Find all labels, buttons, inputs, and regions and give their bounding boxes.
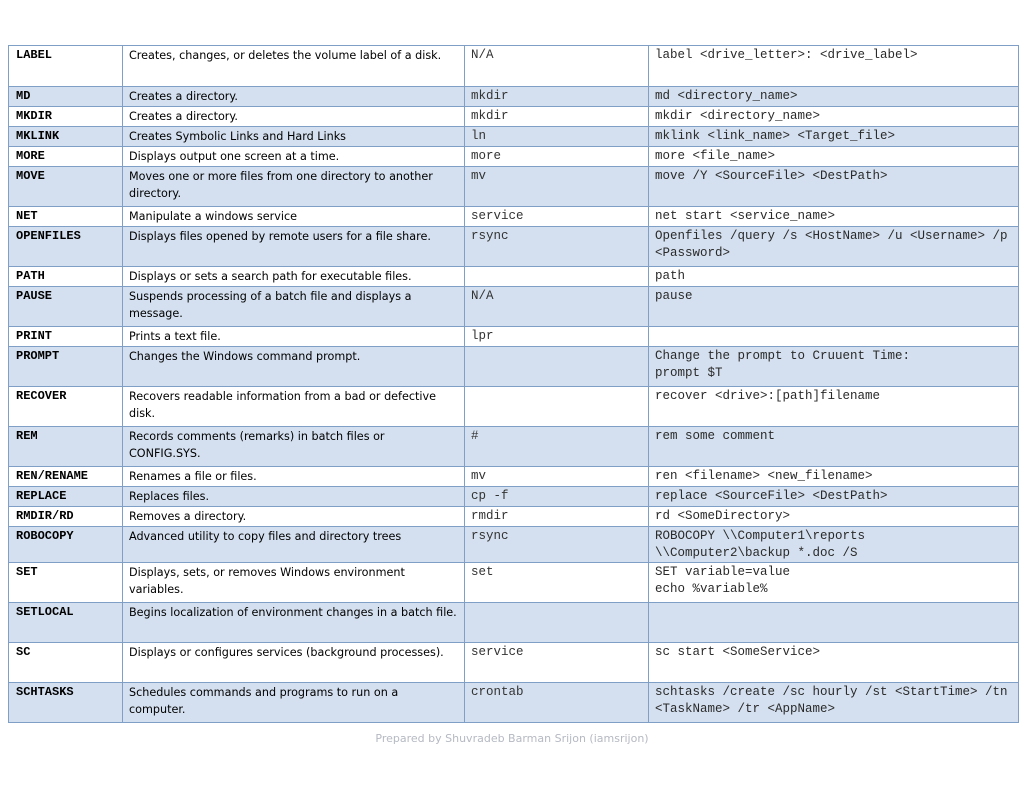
command-description: Recovers readable information from a bad or defective disk. xyxy=(123,387,465,427)
command-example: recover <drive>:[path]filename xyxy=(649,387,1019,427)
command-name: RECOVER xyxy=(9,387,123,427)
command-name: MORE xyxy=(9,147,123,167)
linux-equivalent: service xyxy=(465,207,649,227)
command-example: mkdir <directory_name> xyxy=(649,107,1019,127)
table-row xyxy=(9,467,1019,487)
table-row xyxy=(9,287,1019,327)
linux-equivalent: ln xyxy=(465,127,649,147)
command-table-body xyxy=(9,46,1019,723)
command-example: Change the prompt to Cruuent Time: prompt $T xyxy=(649,347,1019,387)
linux-equivalent: service xyxy=(465,643,649,683)
linux-equivalent: mv xyxy=(465,467,649,487)
command-description: Moves one or more files from one directory to another directory. xyxy=(123,167,465,207)
table-row xyxy=(9,207,1019,227)
table-row xyxy=(9,107,1019,127)
table-row xyxy=(9,427,1019,467)
command-example: pause xyxy=(649,287,1019,327)
command-example: schtasks /create /sc hourly /st <StartTime> /tn <TaskName> /tr <AppName> xyxy=(649,683,1019,723)
command-description: Displays, sets, or removes Windows environment variables. xyxy=(123,563,465,603)
linux-equivalent: N/A xyxy=(465,287,649,327)
command-name: RMDIR/RD xyxy=(9,507,123,527)
table-row xyxy=(9,227,1019,267)
command-name: OPENFILES xyxy=(9,227,123,267)
command-description: Displays or configures services (background processes). xyxy=(123,643,465,683)
command-example: SET variable=value echo %variable% xyxy=(649,563,1019,603)
command-name: SC xyxy=(9,643,123,683)
linux-equivalent: rmdir xyxy=(465,507,649,527)
linux-equivalent xyxy=(465,603,649,643)
command-example: rd <SomeDirectory> xyxy=(649,507,1019,527)
command-example: sc start <SomeService> xyxy=(649,643,1019,683)
linux-equivalent xyxy=(465,387,649,427)
linux-equivalent: more xyxy=(465,147,649,167)
command-description: Prints a text file. xyxy=(123,327,465,347)
linux-equivalent: mkdir xyxy=(465,107,649,127)
table-row xyxy=(9,487,1019,507)
table-row xyxy=(9,347,1019,387)
command-description: Creates a directory. xyxy=(123,107,465,127)
command-name: MKLINK xyxy=(9,127,123,147)
linux-equivalent: mv xyxy=(465,167,649,207)
command-example: net start <service_name> xyxy=(649,207,1019,227)
command-description: Renames a file or files. xyxy=(123,467,465,487)
command-example: label <drive_letter>: <drive_label> xyxy=(649,46,1019,87)
command-example xyxy=(649,327,1019,347)
command-example: ren <filename> <new_filename> xyxy=(649,467,1019,487)
command-description: Displays or sets a search path for executable files. xyxy=(123,267,465,287)
command-example: mklink <link_name> <Target_file> xyxy=(649,127,1019,147)
command-example: replace <SourceFile> <DestPath> xyxy=(649,487,1019,507)
command-table xyxy=(8,45,1019,723)
command-description: Manipulate a windows service xyxy=(123,207,465,227)
table-row xyxy=(9,87,1019,107)
command-name: PAUSE xyxy=(9,287,123,327)
command-example: path xyxy=(649,267,1019,287)
command-description: Suspends processing of a batch file and displays a message. xyxy=(123,287,465,327)
table-row xyxy=(9,683,1019,723)
table-row xyxy=(9,46,1019,87)
command-example: ROBOCOPY \\Computer1\reports \\Computer2\backup *.doc /S xyxy=(649,527,1019,563)
command-description: Displays output one screen at a time. xyxy=(123,147,465,167)
linux-equivalent: N/A xyxy=(465,46,649,87)
command-name: PATH xyxy=(9,267,123,287)
table-row xyxy=(9,603,1019,643)
table-row xyxy=(9,267,1019,287)
table-row xyxy=(9,147,1019,167)
table-row xyxy=(9,527,1019,563)
command-name: MD xyxy=(9,87,123,107)
command-example xyxy=(649,603,1019,643)
command-name: ROBOCOPY xyxy=(9,527,123,563)
command-name: LABEL xyxy=(9,46,123,87)
command-example: more <file_name> xyxy=(649,147,1019,167)
command-name: SET xyxy=(9,563,123,603)
command-name: MKDIR xyxy=(9,107,123,127)
command-description: Records comments (remarks) in batch files or CONFIG.SYS. xyxy=(123,427,465,467)
command-description: Advanced utility to copy files and directory trees xyxy=(123,527,465,563)
command-description: Creates, changes, or deletes the volume label of a disk. xyxy=(123,46,465,87)
linux-equivalent: cp -f xyxy=(465,487,649,507)
command-name: PROMPT xyxy=(9,347,123,387)
command-description: Begins localization of environment changes in a batch file. xyxy=(123,603,465,643)
command-description: Removes a directory. xyxy=(123,507,465,527)
command-description: Displays files opened by remote users for a file share. xyxy=(123,227,465,267)
command-name: REPLACE xyxy=(9,487,123,507)
command-description: Replaces files. xyxy=(123,487,465,507)
linux-equivalent: crontab xyxy=(465,683,649,723)
table-row xyxy=(9,507,1019,527)
command-name: REN/RENAME xyxy=(9,467,123,487)
footer-credit: Prepared by Shuvradeb Barman Srijon (iamsrijon) xyxy=(375,732,649,745)
table-row xyxy=(9,643,1019,683)
command-example: move /Y <SourceFile> <DestPath> xyxy=(649,167,1019,207)
linux-equivalent: rsync xyxy=(465,527,649,563)
command-example: md <directory_name> xyxy=(649,87,1019,107)
command-example: Openfiles /query /s <HostName> /u <Username> /p <Password> xyxy=(649,227,1019,267)
command-description: Schedules commands and programs to run on a computer. xyxy=(123,683,465,723)
linux-equivalent: # xyxy=(465,427,649,467)
command-example: rem some comment xyxy=(649,427,1019,467)
command-name: PRINT xyxy=(9,327,123,347)
linux-equivalent: rsync xyxy=(465,227,649,267)
linux-equivalent xyxy=(465,347,649,387)
table-row xyxy=(9,167,1019,207)
linux-equivalent: set xyxy=(465,563,649,603)
table-row xyxy=(9,387,1019,427)
command-description: Creates a directory. xyxy=(123,87,465,107)
command-name: REM xyxy=(9,427,123,467)
command-name: MOVE xyxy=(9,167,123,207)
table-row xyxy=(9,127,1019,147)
command-name: NET xyxy=(9,207,123,227)
table-row xyxy=(9,327,1019,347)
command-description: Creates Symbolic Links and Hard Links xyxy=(123,127,465,147)
command-name: SETLOCAL xyxy=(9,603,123,643)
table-row xyxy=(9,563,1019,603)
linux-equivalent: mkdir xyxy=(465,87,649,107)
linux-equivalent: lpr xyxy=(465,327,649,347)
command-description: Changes the Windows command prompt. xyxy=(123,347,465,387)
linux-equivalent xyxy=(465,267,649,287)
command-name: SCHTASKS xyxy=(9,683,123,723)
